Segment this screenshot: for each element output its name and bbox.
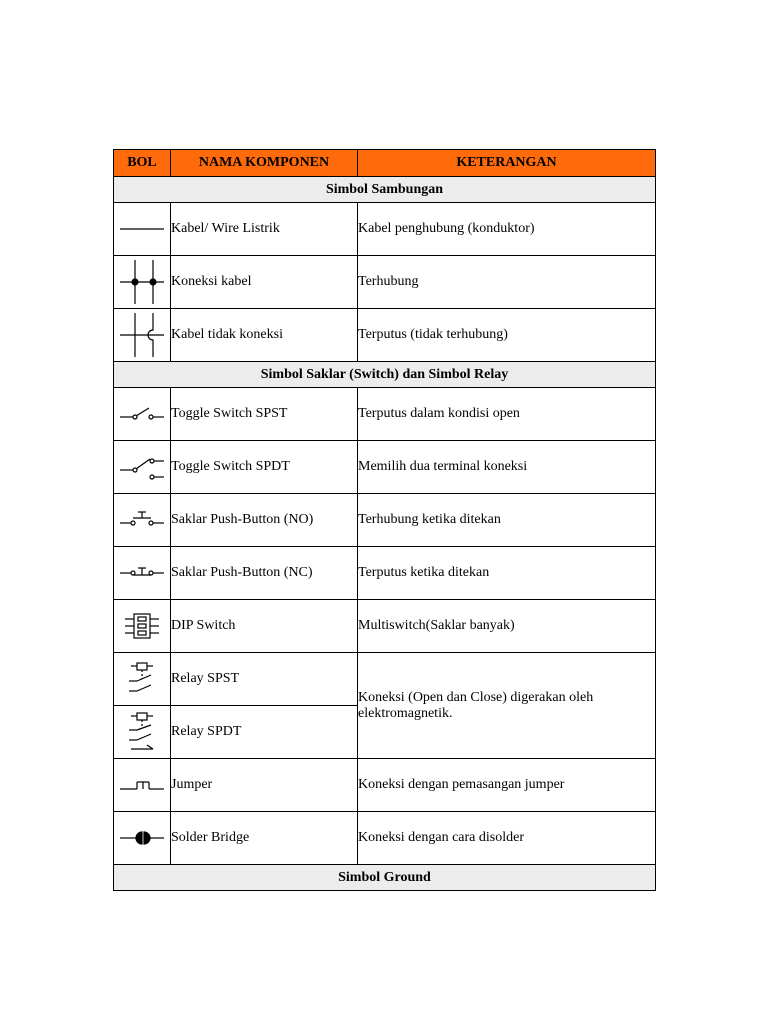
table-header bbox=[114, 150, 656, 177]
component-description: Terputus ketika ditekan bbox=[358, 547, 656, 600]
section-row bbox=[114, 362, 656, 388]
component-name: DIP Switch bbox=[171, 600, 358, 653]
component-description: Koneksi (Open dan Close) digerakan oleh elektromagnetik. bbox=[358, 653, 656, 759]
component-name: Toggle Switch SPDT bbox=[171, 441, 358, 494]
component-name: Relay SPST bbox=[171, 653, 358, 706]
table-row bbox=[114, 388, 656, 441]
relay-spdt-icon bbox=[117, 709, 167, 755]
pushbutton-no-icon bbox=[117, 505, 167, 535]
component-description: Multiswitch(Saklar banyak) bbox=[358, 600, 656, 653]
component-description: Koneksi dengan cara disolder bbox=[358, 812, 656, 865]
header-bol: BOL bbox=[114, 150, 171, 177]
component-description: Memilih dua terminal koneksi bbox=[358, 441, 656, 494]
table-row bbox=[114, 256, 656, 309]
section-sambungan: Simbol Sambungan bbox=[114, 177, 656, 203]
component-description: Terhubung ketika ditekan bbox=[358, 494, 656, 547]
component-name: Relay SPDT bbox=[171, 706, 358, 759]
header-keterangan: KETERANGAN bbox=[358, 150, 656, 177]
component-name: Saklar Push-Button (NO) bbox=[171, 494, 358, 547]
pushbutton-nc-icon bbox=[117, 558, 167, 588]
table-row bbox=[114, 494, 656, 547]
table-row bbox=[114, 759, 656, 812]
component-description: Terputus dalam kondisi open bbox=[358, 388, 656, 441]
wire-crossover-icon bbox=[117, 311, 167, 359]
component-description: Kabel penghubung (konduktor) bbox=[358, 203, 656, 256]
wire-junction-icon bbox=[117, 258, 167, 306]
component-description: Terhubung bbox=[358, 256, 656, 309]
component-description: Terputus (tidak terhubung) bbox=[358, 309, 656, 362]
table-row bbox=[114, 600, 656, 653]
component-name: Koneksi kabel bbox=[171, 256, 358, 309]
component-name: Toggle Switch SPST bbox=[171, 388, 358, 441]
symbol-table bbox=[113, 149, 656, 891]
header-nama-komponen: NAMA KOMPONEN bbox=[171, 150, 358, 177]
toggle-spst-icon bbox=[117, 399, 167, 429]
table-row bbox=[114, 812, 656, 865]
table-row bbox=[114, 441, 656, 494]
section-saklar: Simbol Saklar (Switch) dan Simbol Relay bbox=[114, 362, 656, 388]
relay-spst-icon bbox=[117, 657, 167, 701]
component-name: Kabel tidak koneksi bbox=[171, 309, 358, 362]
table-row bbox=[114, 547, 656, 600]
dip-switch-icon bbox=[117, 606, 167, 646]
section-ground: Simbol Ground bbox=[114, 865, 656, 891]
component-name: Jumper bbox=[171, 759, 358, 812]
wire-icon bbox=[117, 209, 167, 249]
table-row bbox=[114, 309, 656, 362]
table-row bbox=[114, 203, 656, 256]
toggle-spdt-icon bbox=[117, 450, 167, 484]
section-row bbox=[114, 865, 656, 891]
table-row bbox=[114, 653, 656, 706]
jumper-icon bbox=[117, 770, 167, 800]
component-description: Koneksi dengan pemasangan jumper bbox=[358, 759, 656, 812]
section-row bbox=[114, 177, 656, 203]
component-name: Kabel/ Wire Listrik bbox=[171, 203, 358, 256]
solder-bridge-icon bbox=[117, 823, 167, 853]
component-name: Solder Bridge bbox=[171, 812, 358, 865]
component-name: Saklar Push-Button (NC) bbox=[171, 547, 358, 600]
